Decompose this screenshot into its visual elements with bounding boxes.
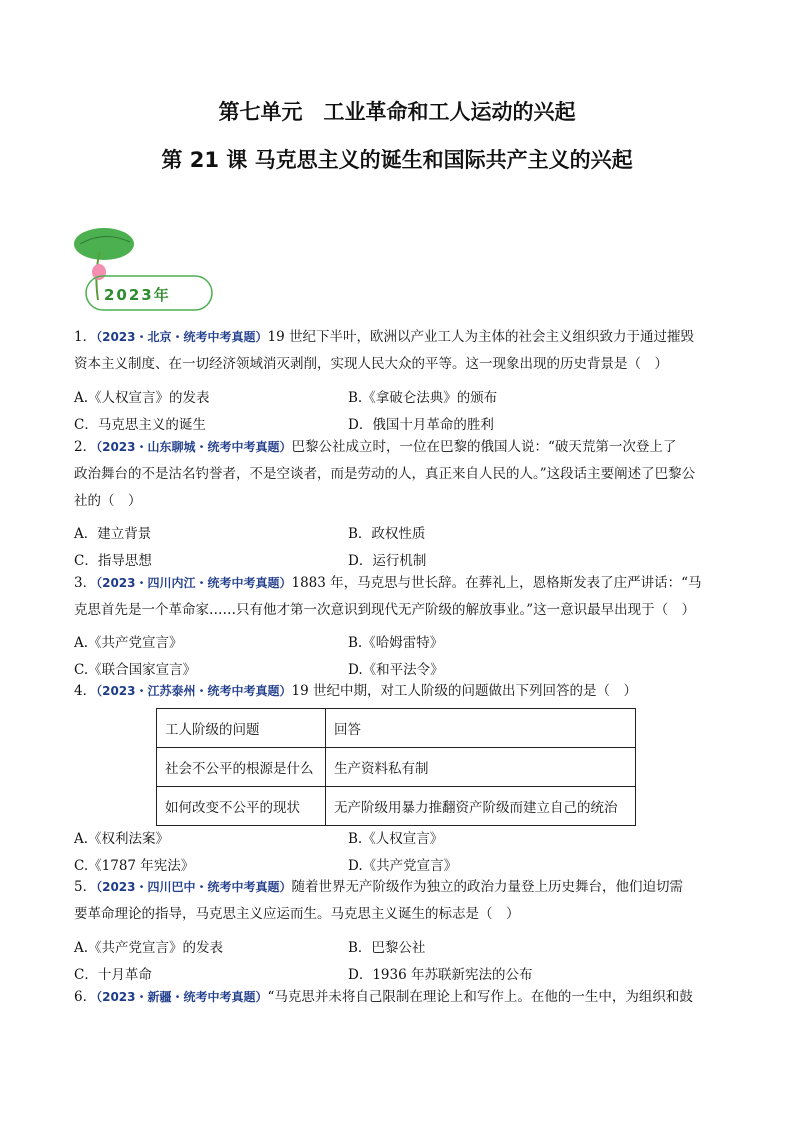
question-2: 2．（2023・山东聊城・统考中考真题）巴黎公社成立时，一位在巴黎的俄国人说：“破天荒第一次登上了 政治舞台的不是沽名钓誉者，不是空谈者，而是劳动的人，真正来自人民的人。”这段话主要阐述了巴黎公 社的（ ）: [74, 439, 696, 509]
option-d[interactable]: D.《和平法令》: [348, 662, 444, 678]
question-5: 5．（2023・四川巴中・统考中考真题）随着世界无产阶级作为独立的政治力量登上历史舞台，他们迫切需 要革命理论的指导，马克思主义应运而生。马克思主义诞生的标志是（ ）: [74, 879, 683, 922]
question-source: （2023・山东聊城・统考中考真题）: [96, 440, 292, 454]
option-b[interactable]: B．政权性质: [348, 526, 426, 542]
table-cell: 工人阶级的问题: [157, 709, 326, 748]
option-a[interactable]: A.《人权宣言》的发表: [74, 390, 210, 406]
table-cell: 生产资料私有制: [326, 748, 636, 787]
option-c[interactable]: C.《1787 年宪法》: [74, 858, 195, 874]
table-row: [157, 787, 636, 826]
question-1: 1．（2023・北京・统考中考真题）19 世纪下半叶，欧洲以产业工人为主体的社会主义组织致力于通过摧毁 资本主义制度、在一切经济领域消灭剥削，实现人民大众的平等。这一现象出现的历史背景是（ ）: [74, 329, 694, 372]
option-c[interactable]: C．十月革命: [74, 967, 152, 983]
question-source: （2023・北京・统考中考真题）: [96, 330, 268, 344]
question-source: （2023・四川巴中・统考中考真题）: [96, 880, 292, 894]
option-d[interactable]: D.《共产党宣言》: [348, 858, 458, 874]
question-source: （2023・新疆・统考中考真题）: [96, 990, 268, 1004]
option-d[interactable]: D．1936 年苏联新宪法的公布: [348, 967, 533, 983]
option-b[interactable]: B.《哈姆雷特》: [348, 635, 444, 651]
question-6: 6．（2023・新疆・统考中考真题）“马克思并未将自己限制在理论上和写作上。在他的一生中，为组织和鼓: [74, 989, 693, 1005]
option-b[interactable]: B.《人权宣言》: [348, 831, 444, 847]
year-badge-label: 2023年: [104, 286, 171, 304]
table-row: [157, 709, 636, 748]
question-4: 4．（2023・江苏泰州・统考中考真题）19 世纪中期，对工人阶级的问题做出下列回答的是（ ）: [74, 683, 637, 699]
option-d[interactable]: D．俄国十月革命的胜利: [348, 417, 494, 433]
option-c[interactable]: C．指导思想: [74, 553, 152, 569]
option-d[interactable]: D．运行机制: [348, 553, 427, 569]
lesson-title: 第 21 课 马克思主义的诞生和国际共产主义的兴起: [161, 148, 633, 172]
question-4-table: [156, 708, 636, 826]
table-cell: 社会不公平的根源是什么: [157, 748, 326, 787]
unit-title: 第七单元 工业革命和工人运动的兴起: [218, 100, 576, 124]
option-a[interactable]: A.《权利法案》: [74, 831, 170, 847]
option-b[interactable]: B．巴黎公社: [348, 940, 426, 956]
table-cell: 如何改变不公平的现状: [157, 787, 326, 826]
question-3: 3．（2023・四川内江・统考中考真题）1883 年，马克思与世长辞。在葬礼上，恩格斯发表了庄严讲话：“马 克思首先是一个革命家……只有他才第一次意识到现代无产阶级的解放事业。”这一意识最早出现于（ ）: [74, 575, 702, 618]
option-c[interactable]: C.《联合国家宣言》: [74, 662, 197, 678]
question-source: （2023・四川内江・统考中考真题）: [96, 576, 292, 590]
option-a[interactable]: A.《共产党宣言》的发表: [74, 940, 224, 956]
option-a[interactable]: A.《共产党宣言》: [74, 635, 183, 651]
table-cell: 无产阶级用暴力推翻资产阶级而建立自己的统治: [326, 787, 636, 826]
option-c[interactable]: C．马克思主义的诞生: [74, 417, 206, 433]
question-source: （2023・江苏泰州・统考中考真题）: [96, 684, 292, 698]
table-row: [157, 748, 636, 787]
option-b[interactable]: B.《拿破仑法典》的颁布: [348, 390, 498, 406]
table-cell: 回答: [326, 709, 636, 748]
lotus-leaf-icon: [74, 228, 134, 260]
option-a[interactable]: A．建立背景: [74, 526, 152, 542]
